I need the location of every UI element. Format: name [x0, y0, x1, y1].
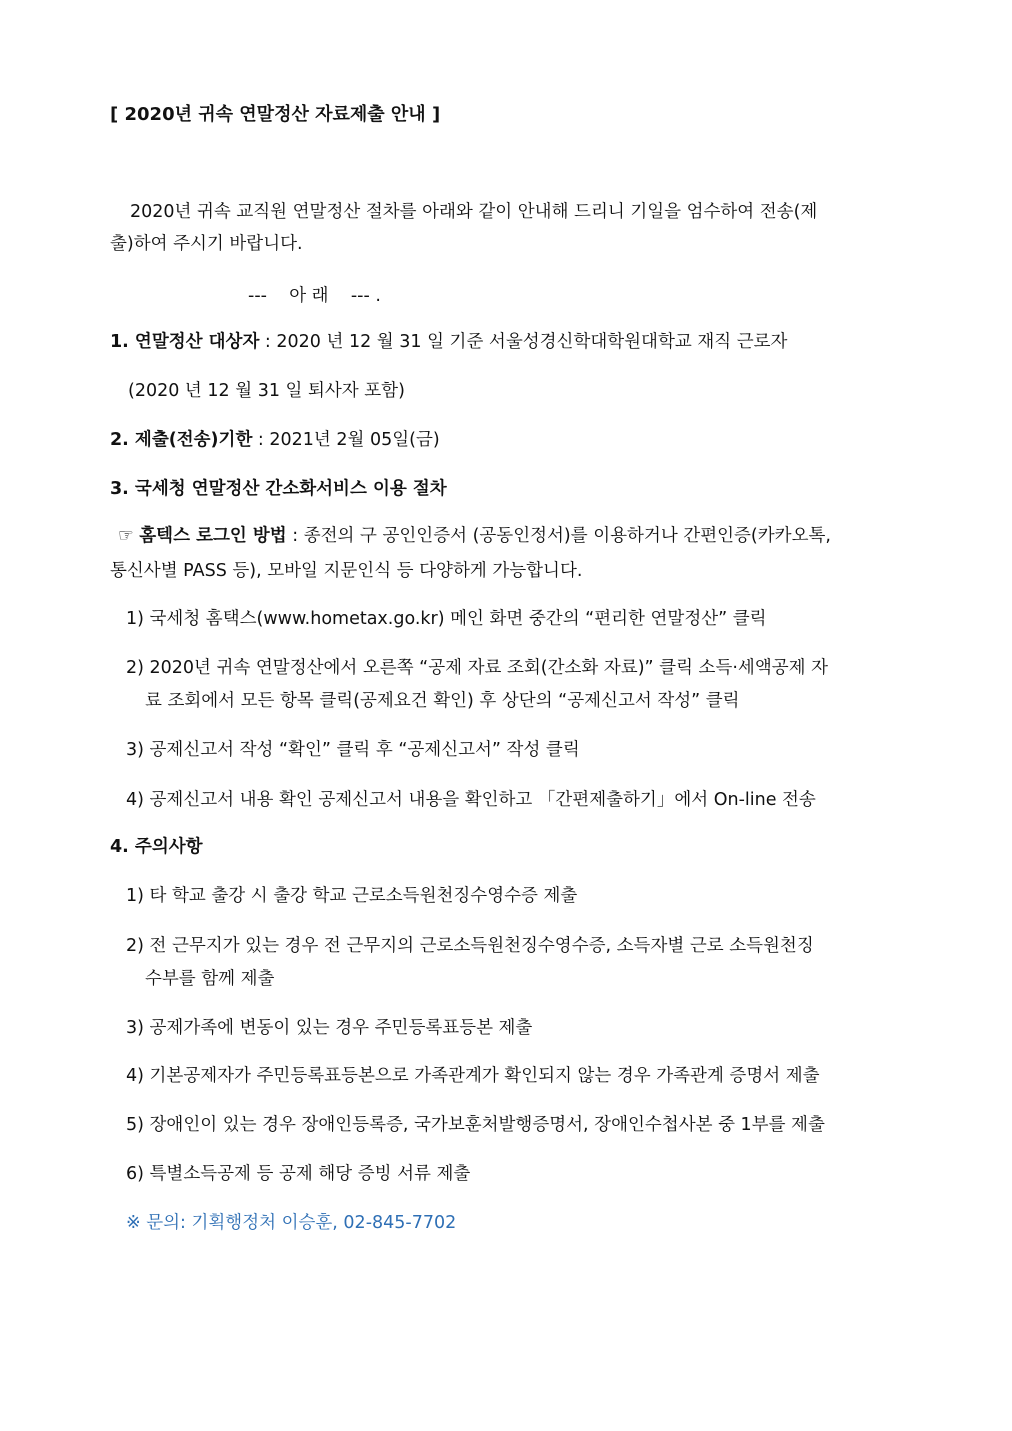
login-method-label: 홈텍스 로그인 방법: [139, 526, 287, 546]
section-2-text: : 2021년 2월 05일(금): [252, 430, 440, 450]
login-method-text-2: 통신사별 PASS 등), 모바일 지문인식 등 다양하게 가능합니다.: [110, 561, 583, 581]
intro-line-2: 출)하여 주시기 바랍니다.: [110, 234, 303, 254]
step-2: 2) 2020년 귀속 연말정산에서 오른쪽 “공제 자료 조회(간소화 자료)” 클릭 소득·세액공제 자: [126, 658, 828, 678]
step-3: 3) 공제신고서 작성 “확인” 클릭 후 “공제신고서” 작성 클릭: [126, 740, 580, 760]
arae-heading: --- 아 래 --- .: [248, 286, 381, 306]
contact-info: ※ 문의: 기획행정처 이승훈, 02-845-7702: [126, 1213, 457, 1233]
notice-4: 4) 기본공제자가 주민등록표등본으로 가족관계가 확인되지 않는 경우 가족관계 증명서 제출: [126, 1066, 820, 1086]
section-1-sub: (2020 년 12 월 31 일 퇴사자 포함): [128, 381, 405, 401]
notice-2-cont: 수부를 함께 제출: [145, 969, 275, 989]
section-2-label: 2. 제출(전송)기한: [110, 430, 253, 450]
section-1-label: 1. 연말정산 대상자: [110, 332, 260, 352]
page-title: [ 2020년 귀속 연말정산 자료제출 안내 ]: [110, 104, 441, 125]
section-4-label: 4. 주의사항: [110, 837, 203, 857]
section-2: [110, 428, 440, 452]
section-1: [110, 330, 787, 354]
login-method-line: [118, 524, 831, 548]
step-1: 1) 국세청 홈택스(www.hometax.go.kr) 메인 화면 중간의 “편리한 연말정산” 클릭: [126, 609, 767, 629]
section-1-text: : 2020 년 12 월 31 일 기준 서울성경신학대학원대학교 재직 근로자: [259, 332, 788, 352]
notice-1: 1) 타 학교 출강 시 출강 학교 근로소득원천징수영수증 제출: [126, 886, 578, 906]
pointing-hand-icon: ☞: [118, 526, 134, 546]
notice-2: 2) 전 근무지가 있는 경우 전 근무지의 근로소득원천징수영수증, 소득자별 근로 소득원천징: [126, 936, 814, 956]
login-method-text: : 종전의 구 공인인증서 (공동인정서)를 이용하거나 간편인증(카카오톡,: [286, 526, 831, 546]
section-3-label: 3. 국세청 연말정산 간소화서비스 이용 절차: [110, 479, 447, 499]
intro-line-1: 2020년 귀속 교직원 연말정산 절차를 아래와 같이 안내해 드리니 기일을 엄수하여 전송(제: [130, 202, 818, 222]
notice-6: 6) 특별소득공제 등 공제 해당 증빙 서류 제출: [126, 1164, 471, 1184]
step-4: 4) 공제신고서 내용 확인 공제신고서 내용을 확인하고 「간편제출하기」에서 On-line 전송: [126, 790, 816, 810]
step-2-cont: 료 조회에서 모든 항목 클릭(공제요건 확인) 후 상단의 “공제신고서 작성” 클릭: [145, 691, 740, 711]
notice-3: 3) 공제가족에 변동이 있는 경우 주민등록표등본 제출: [126, 1018, 533, 1038]
notice-5: 5) 장애인이 있는 경우 장애인등록증, 국가보훈처발행증명서, 장애인수첩사본 중 1부를 제출: [126, 1115, 825, 1135]
